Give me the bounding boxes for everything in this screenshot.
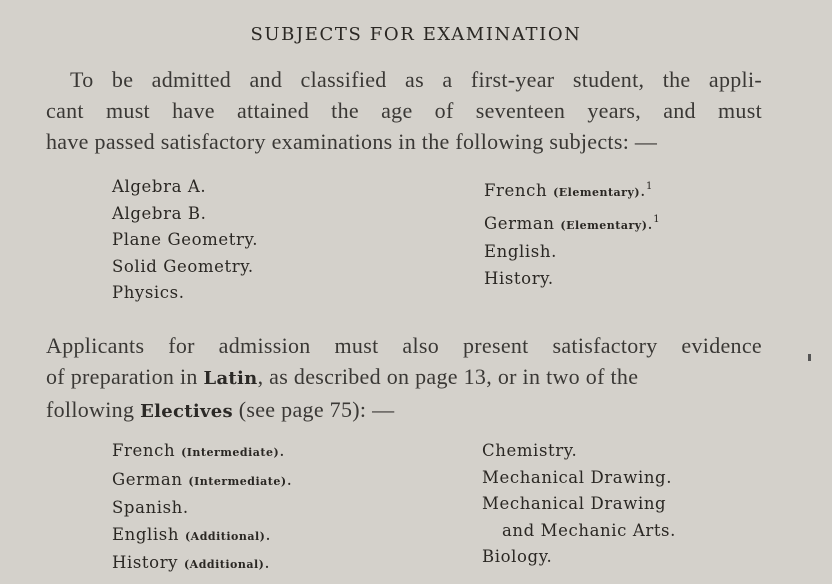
footnote-marker: 1 <box>653 213 661 225</box>
subject-qualifier: (Elementary) <box>560 218 648 232</box>
intro-line: To be admitted and classified as a first-year student, the appli- <box>70 67 762 92</box>
subject-item: Algebra B. <box>112 203 207 223</box>
subject-item: Solid Geometry. <box>112 256 254 276</box>
electives-text: (see page 75): — <box>232 397 395 422</box>
subject-item: Plane Geometry. <box>112 230 259 249</box>
elective-item <box>112 550 292 579</box>
electives-term: Electives <box>140 401 233 422</box>
elective-name: English <box>112 524 180 544</box>
elective-item <box>112 438 292 467</box>
intro-paragraph <box>46 64 762 157</box>
elective-end: . <box>286 469 293 489</box>
elective-item: Biology. <box>482 547 553 566</box>
subject-item: History. <box>484 268 554 288</box>
elective-end: . <box>279 441 286 460</box>
required-subjects-right <box>484 174 660 292</box>
subject-end: . <box>640 181 646 200</box>
intro-line: cant must have attained the age of seventeen years, and must <box>46 98 762 123</box>
subject-item: Algebra A. <box>112 177 207 196</box>
elective-end: . <box>264 553 271 572</box>
page-mark <box>808 354 811 361</box>
elective-item: Spanish. <box>112 498 189 517</box>
elective-item <box>112 467 292 496</box>
electives-line: Applicants for admission must also present satisfactory evidence <box>46 333 762 358</box>
elective-qualifier: (Intermediate) <box>181 446 280 459</box>
electives-line <box>46 361 762 394</box>
elective-name: German <box>112 469 183 489</box>
electives-right <box>482 438 676 571</box>
page-heading: SUBJECTS FOR EXAMINATION <box>250 24 582 45</box>
subject-item: Physics. <box>112 283 185 302</box>
footnote-marker: 1 <box>645 181 653 192</box>
subject-item <box>484 207 660 240</box>
elective-qualifier: (Intermediate) <box>188 474 287 488</box>
elective-name: French <box>112 441 176 460</box>
subject-item: English. <box>484 242 557 261</box>
elective-qualifier: (Additional) <box>183 558 265 571</box>
elective-item <box>112 522 292 551</box>
elective-end: . <box>265 524 272 544</box>
subject-end: . <box>647 213 654 233</box>
elective-item: Mechanical Drawing <box>482 494 667 513</box>
required-subjects-left <box>112 174 258 307</box>
subject-name: German <box>484 213 555 233</box>
subject-qualifier: (Elementary) <box>553 186 641 199</box>
elective-item: Chemistry. <box>482 441 578 460</box>
electives-text: of preparation in <box>46 364 204 389</box>
elective-item: and Mechanic Arts. <box>502 520 676 540</box>
electives-line <box>46 394 762 427</box>
electives-text: following <box>46 397 141 422</box>
intro-line: have passed satisfactory examinations in the following subjects: — <box>46 129 658 154</box>
latin-term: Latin <box>203 368 258 389</box>
electives-text: , as described on page 13, or in two of the <box>257 364 639 389</box>
electives-paragraph <box>46 330 762 427</box>
electives-left <box>112 438 292 579</box>
elective-item: Mechanical Drawing. <box>482 467 673 487</box>
subject-item <box>484 174 660 207</box>
elective-qualifier: (Additional) <box>184 529 266 543</box>
elective-name: History <box>112 553 179 572</box>
subject-name: French <box>484 181 548 200</box>
